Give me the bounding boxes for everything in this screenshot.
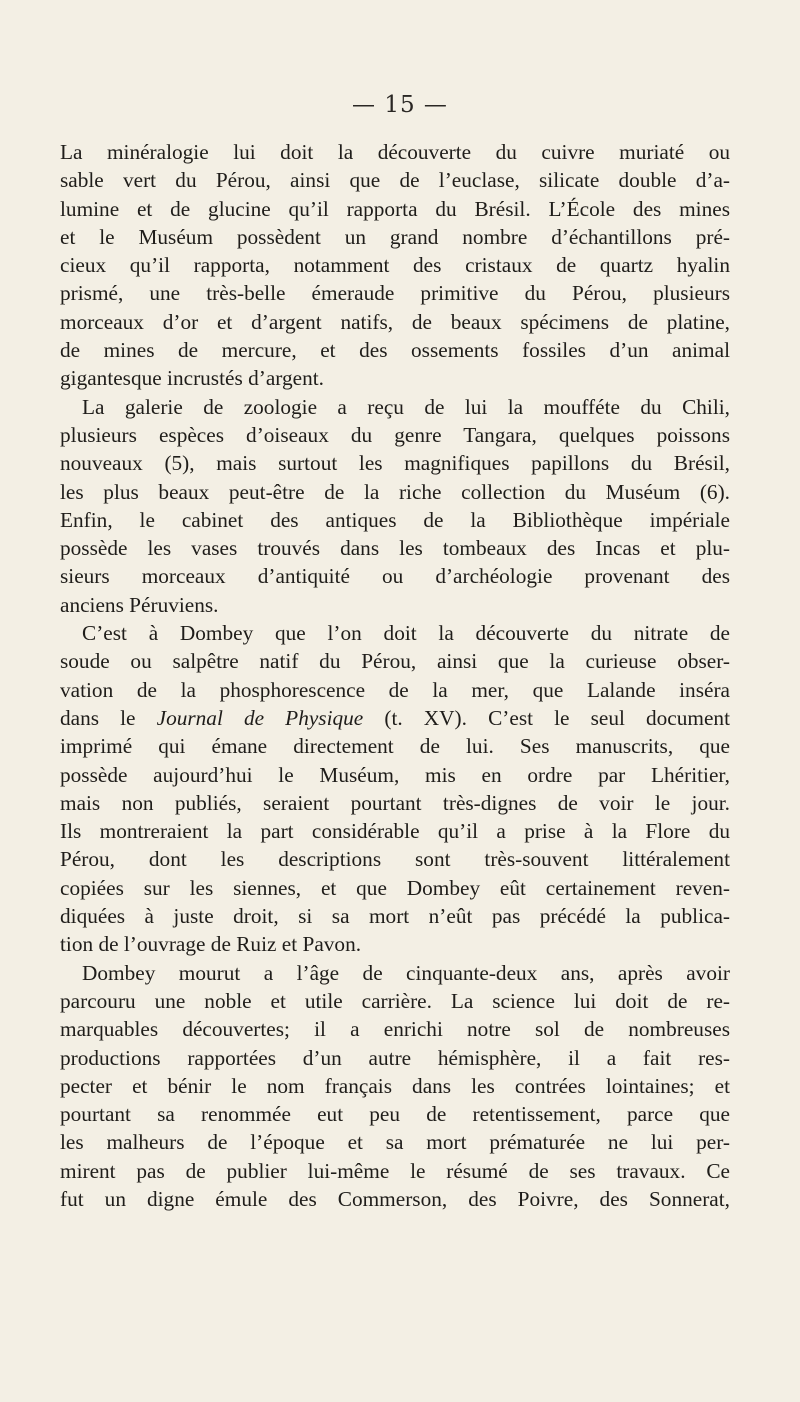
text-line: vation de la phosphorescence de la mer, que Lalande inséra — [60, 677, 730, 702]
text-line: pourtant sa renommée eut peu de retentissement, parce que — [60, 1102, 730, 1127]
text-line: C’est à Dombey que l’on doit la découverte du nitrate de — [82, 621, 730, 646]
text-line: La galerie de zoologie a reçu de lui la moufféte du Chili, — [82, 394, 730, 419]
text-line: fut un digne émule des Commerson, des Poivre, des Sonnerat, — [60, 1186, 730, 1211]
page-number: — 15 — — [352, 92, 448, 118]
text-line: copiées sur les siennes, et que Dombey eût certainement reven- — [60, 875, 730, 900]
text-line: de mines de mercure, et des ossements fossiles d’un animal — [60, 338, 730, 363]
text-line: et le Muséum possèdent un grand nombre d’échantillons pré- — [60, 224, 730, 249]
text-segment: (t. XV). C’est le seul document — [363, 705, 730, 730]
body-text — [60, 138, 730, 1213]
text-line: lumine et de glucine qu’il rapporta du Brésil. L’École des mines — [60, 196, 730, 221]
text-line: parcouru une noble et utile carrière. La science lui doit de re- — [60, 988, 730, 1013]
text-line: gigantesque incrustés d’argent. — [60, 366, 324, 391]
text-line: Ils montreraient la part considérable qu’il a prise à la Flore du — [60, 819, 730, 844]
text-line: possède aujourd’hui le Muséum, mis en ordre par Lhéritier, — [60, 762, 730, 787]
text-line: productions rapportées d’un autre hémisphère, il a fait res- — [60, 1045, 730, 1070]
journal-title: Journal de Physique — [156, 705, 364, 730]
text-line: soude ou salpêtre natif du Pérou, ainsi que la curieuse obser- — [60, 649, 730, 674]
text-line: nouveaux (5), mais surtout les magnifiques papillons du Brésil, — [60, 451, 730, 476]
text-line: Enfin, le cabinet des antiques de la Bibliothèque impériale — [60, 507, 730, 532]
text-line: diquées à juste droit, si sa mort n’eût pas précédé la publica- — [60, 904, 730, 929]
text-line: les malheurs de l’époque et sa mort prématurée ne lui per- — [60, 1130, 730, 1155]
text-line-with-citation — [60, 704, 730, 732]
text-line: plusieurs espèces d’oiseaux du genre Tangara, quelques poissons — [60, 422, 730, 447]
text-line: Pérou, dont les descriptions sont très-souvent littéralement — [60, 847, 730, 872]
text-line: sieurs morceaux d’antiquité ou d’archéologie provenant des — [60, 564, 730, 589]
text-line: Dombey mourut a l’âge de cinquante-deux ans, après avoir — [82, 960, 730, 985]
text-line: marquables découvertes; il a enrichi notre sol de nombreuses — [60, 1017, 730, 1042]
text-line: La minéralogie lui doit la découverte du cuivre muriaté ou — [60, 140, 730, 164]
text-line: mais non publiés, seraient pourtant très-dignes de voir le jour. — [60, 790, 730, 815]
text-line: imprimé qui émane directement de lui. Ses manuscrits, que — [60, 734, 730, 759]
text-line: anciens Péruviens. — [60, 592, 219, 617]
text-line: les plus beaux peut-être de la riche collection du Muséum (6). — [60, 479, 730, 504]
text-line: morceaux d’or et d’argent natifs, de beaux spécimens de platine, — [60, 309, 730, 334]
text-line: pecter et bénir le nom français dans les contrées lointaines; et — [60, 1073, 730, 1098]
text-line: prismé, une très-belle émeraude primitive du Pérou, plusieurs — [60, 281, 730, 306]
text-line: cieux qu’il rapporta, notamment des cristaux de quartz hyalin — [60, 253, 730, 278]
text-line: sable vert du Pérou, ainsi que de l’euclase, silicate double d’a- — [60, 168, 730, 193]
text-line: possède les vases trouvés dans les tombeaux des Incas et plu- — [60, 536, 730, 561]
text-line: mirent pas de publier lui-même le résumé de ses travaux. Ce — [60, 1158, 730, 1183]
text-line: tion de l’ouvrage de Ruiz et Pavon. — [60, 932, 362, 957]
text-segment: dans le — [60, 705, 157, 730]
